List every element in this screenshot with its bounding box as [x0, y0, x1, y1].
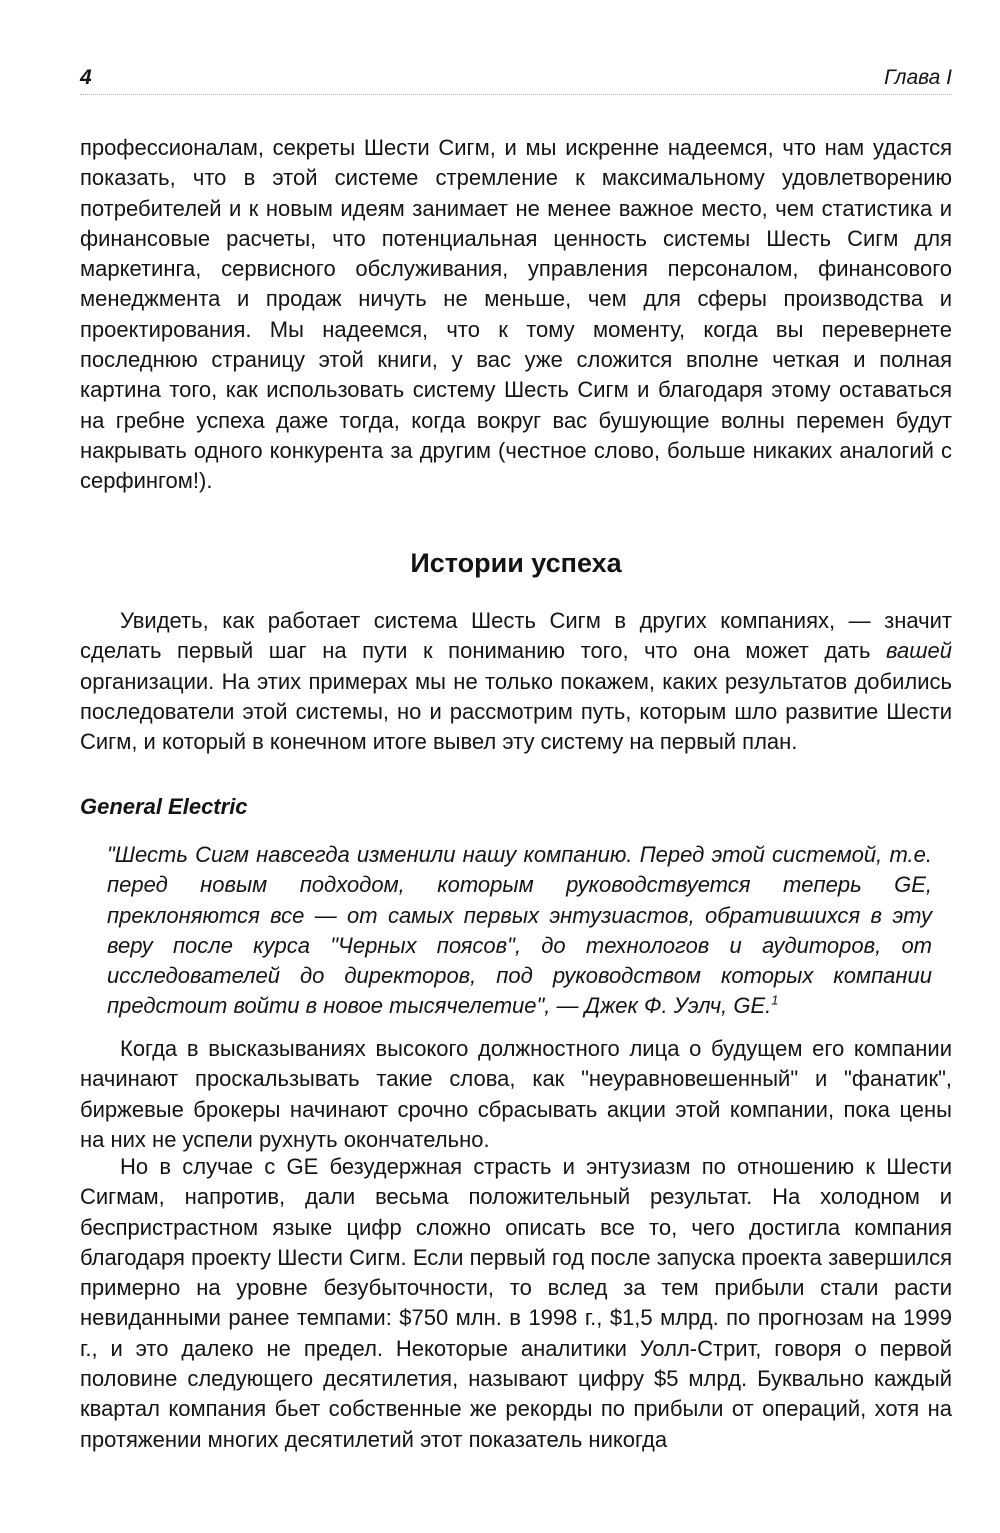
section-heading: Истории успеха — [410, 548, 622, 578]
success-text-end: организации. На этих примерах мы не только покажем, каких результатов добились последователи этой системы, но и рассмотрим путь, которым шло развитие Шести Сигм, и который в конечном итоге вывел эту систему на первый план. — [80, 668, 952, 755]
success-emphasis: вашей — [886, 638, 952, 664]
welch-quote — [107, 840, 932, 1022]
ge-paragraph-1: Когда в высказываниях высокого должностного лица о будущем его компании начинают проскальзывать такие слова, как "неуравновешенный" и "фанатик", биржевые брокеры начинают срочно сбрасывать акции этой компании, пока цены на них не успели рухнуть окончательно. — [80, 1036, 952, 1152]
success-stories-paragraph — [80, 606, 952, 757]
footnote-marker[interactable]: 1 — [771, 993, 779, 1009]
chapter-label: Глава I — [884, 66, 952, 89]
success-text-start: Увидеть, как работает система Шесть Сигм в других компаниях, — значит сделать первый шаг на пути к пониманию того, что она может дать — [80, 608, 952, 664]
header-rule — [80, 94, 952, 95]
subsection-heading: General Electric — [80, 794, 248, 819]
quote-text: "Шесть Сигм навсегда изменили нашу компанию. Перед этой системой, т.е. перед новым подходом, которым руководствуется теперь GE, преклоняются все — от самых первых энтузиастов, обратившихся в эту веру после курса "Черных поясов", до технологов и аудиторов, от исследователей до директоров, под руководством которых компании предстоит войти в новое тысячелетие", — Джек Ф. Уэлч, GE. — [107, 842, 932, 1019]
intro-paragraph: профессионалам, секреты Шести Сигм, и мы искренне надеемся, что нам удастся показать, что в этой системе стремление к максимальному удовлетворению потребителей и к новым идеям занимает не менее важное место, чем статистика и финансовые расчеты, что потенциальная ценность системы Шесть Сигм для маркетинга, сервисного обслуживания, управления персоналом, финансового менеджмента и продаж ничуть не меньше, чем для сферы производства и проектирования. Мы надеемся, что к тому моменту, когда вы перевернете последнюю страницу этой книги, у вас уже сложится вполне четкая и полная картина того, как использовать систему Шесть Сигм и благодаря этому оставаться на гребне успеха даже тогда, когда вокруг вас бушующие волны перемен будут накрывать одного конкурента за другим (честное слово, больше никаких аналогий с серфингом!). — [80, 135, 952, 494]
running-head — [80, 66, 952, 96]
ge-paragraph-2: Но в случае с GE безудержная страсть и энтузиазм по отношению к Шести Сигмам, напротив, дали весьма положительный результат. На холодном и беспристрастном языке цифр сложно описать все то, чего достигла компания благодаря проекту Шести Сигм. Если первый год после запуска проекта завершился примерно на уровне безубыточности, то вслед за тем прибыли стали расти невиданными ранее темпами: $750 млн. в 1998 г., $1,5 млрд. по прогнозам на 1999 г., и это далеко не предел. Некоторые аналитики Уолл-Стрит, говоря о первой половине следующего десятилетия, называют цифру $5 млрд. Буквально каждый квартал компания бьет собственные же рекорды по прибыли от операций, хотя на протяжении многих десятилетий этот показатель никогда — [80, 1154, 952, 1452]
page-number: 4 — [80, 66, 92, 89]
